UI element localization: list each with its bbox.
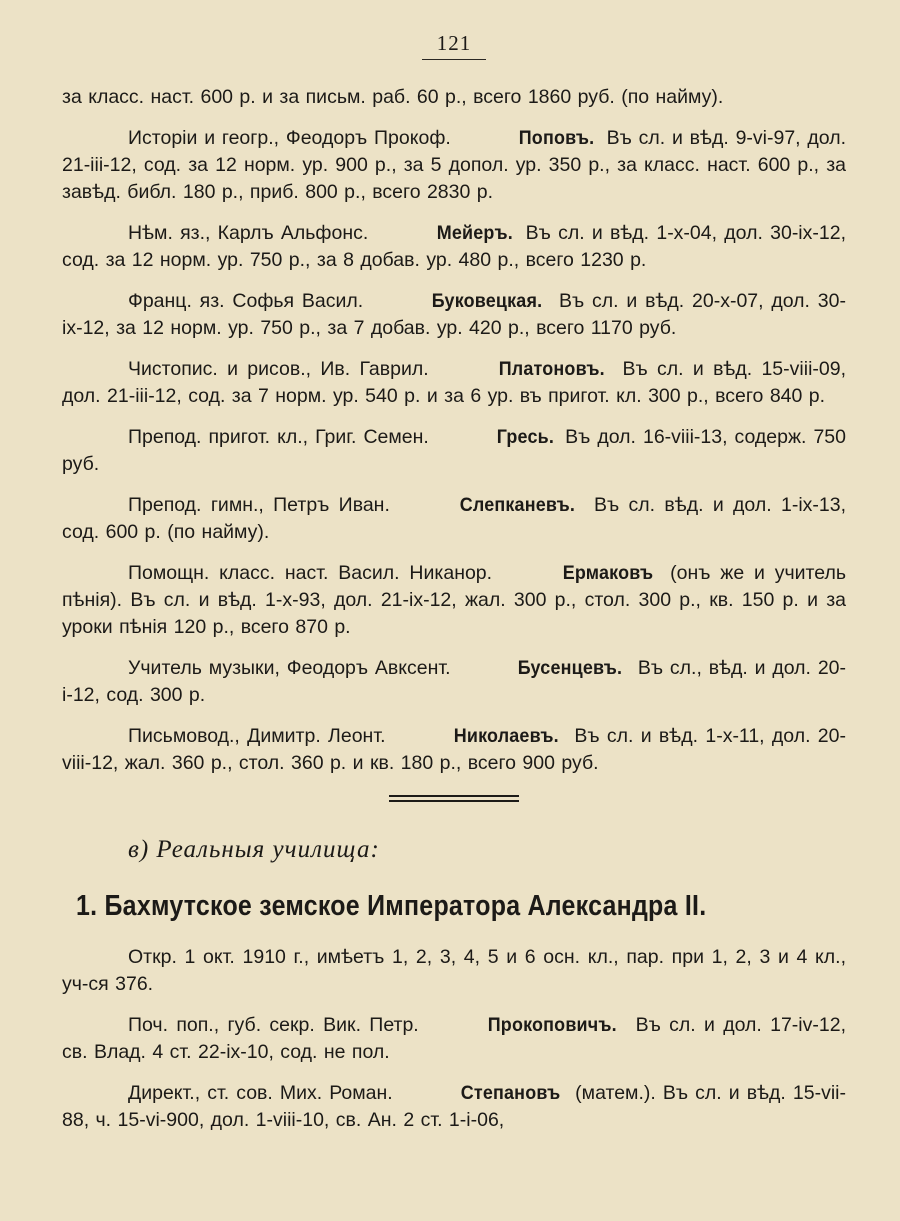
entry-details: Въ сл. и вѣд. 1-x-04, дол. 30-ix-12, сод. за 12 норм. ур. 750 р., за 8 добав. ур. 480 р., всего 1230 р.	[62, 222, 846, 271]
entry-position: Директ., ст. сов. Мих. Роман.	[128, 1082, 400, 1104]
paragraph-text: Откр. 1 окт. 1910 г., имѣетъ 1, 2, 3, 4, 5 и 6 осн. кл., пар. при 1, 2, 3 и 4 кл., уч-ся 376.	[62, 946, 846, 995]
staff-entry-gym-teacher	[62, 492, 846, 546]
school-info-paragraph	[62, 944, 846, 998]
entry-details: Въ сл., вѣд. и дол. 20-i-12, сод. 300 р.	[62, 657, 847, 706]
entry-details: Въ сл. и вѣд. 20-x-07, дол. 30-ix-12, за 12 норм. ур. 750 р., за 7 добав. ур. 420 р., всего 1170 руб.	[62, 290, 846, 339]
entry-details: (матем.). Въ сл. и вѣд. 15-vii-88, ч. 15-vi-900, дол. 1-viii-10, св. Ан. 2 ст. 1-i-06,	[62, 1082, 846, 1131]
entry-position: Исторiи и геогр., Феодоръ Прокоф.	[128, 127, 458, 149]
double-rule-divider	[389, 795, 519, 802]
entry-surname: Николаевъ.	[453, 725, 559, 747]
staff-entry-clerk	[62, 723, 846, 777]
entry-position: Учитель музыки, Феодоръ Авксент.	[128, 657, 458, 679]
entry-surname: Буковецкая.	[431, 290, 543, 312]
divider-line-bottom	[389, 800, 519, 802]
entry-details: Въ сл. и вѣд. 1-x-11, дол. 20-viii-12, жал. 360 р., стол. 360 р. и кв. 180 р., всего 900 руб.	[62, 725, 846, 774]
entry-position: Препод. пригот. кл., Григ. Семен.	[128, 426, 436, 448]
entry-surname: Мейеръ.	[436, 222, 513, 244]
page-number-underline	[422, 59, 486, 60]
entry-surname: Бусенцевъ.	[518, 657, 623, 679]
entry-position: Поч. поп., губ. секр. Вик. Петр.	[128, 1014, 428, 1036]
entry-surname: Степановъ	[460, 1082, 561, 1104]
page-number: 121	[436, 31, 472, 55]
staff-entry-assistant-teacher	[62, 560, 846, 641]
entry-surname: Поповъ.	[518, 127, 594, 149]
entry-details: Въ сл. и дол. 17-iv-12, св. Влад. 4 ст. 22-ix-10, сод. не пол.	[62, 1014, 846, 1063]
staff-entry-prep-teacher	[62, 424, 846, 478]
staff-entry-honorary-trustee	[62, 1012, 846, 1066]
staff-entry-german-teacher	[62, 220, 846, 274]
staff-entry-drawing-teacher	[62, 356, 846, 410]
paragraph-text: за класс. наст. 600 р. и за письм. раб. 60 р., всего 1860 руб. (по найму).	[62, 86, 724, 108]
staff-list-top	[62, 84, 846, 777]
section-heading: в) Реальныя училища:	[128, 836, 380, 863]
entry-position: Помощн. класс. наст. Васил. Никанор.	[128, 562, 502, 584]
document-page	[62, 28, 846, 1148]
entry-position: Нѣм. яз., Карлъ Альфонс.	[128, 222, 376, 244]
entry-position: Чистопис. и рисов., Ив. Гаврил.	[128, 358, 438, 380]
entry-surname: Платоновъ.	[498, 358, 605, 380]
staff-list-bottom	[62, 944, 846, 1134]
paragraph-continuation	[62, 84, 846, 111]
staff-entry-french-teacher	[62, 288, 846, 342]
entry-details: (онъ же и учитель пѣнiя). Въ сл. и вѣд. 1-x-93, дол. 21-ix-12, жал. 300 р., стол. 300 р., кв. 150 р. и за уроки пѣнiя 120 р., всего 870 р.	[62, 562, 846, 638]
staff-entry-director	[62, 1080, 846, 1134]
entry-details: Въ сл. вѣд. и дол. 1-ix-13, сод. 600 р. (по найму).	[62, 494, 847, 543]
entry-surname: Слепканевъ.	[459, 494, 576, 516]
entry-position: Препод. гимн., Петръ Иван.	[128, 494, 400, 516]
entry-position: Франц. яз. Софья Васил.	[128, 290, 372, 312]
entry-details: Въ сл. и вѣд. 15-viii-09, дол. 21-iii-12, сод. за 7 норм. ур. 540 р. и за 6 ур. въ пригот. кл. 300 р., всего 840 р.	[62, 358, 846, 407]
entry-details: Въ сл. и вѣд. 9-vi-97, дол. 21-iii-12, сод. за 12 норм. ур. 900 р., за 5 допол. ур. 350 р., за класс. наст. 600 р., за завѣд. библ. 180 р., приб. 800 р., всего 2830 р.	[62, 127, 846, 203]
staff-entry-history-teacher	[62, 125, 846, 206]
entry-surname: Ермаковъ	[562, 562, 654, 584]
divider-line-top	[389, 795, 519, 797]
entry-surname: Гресь.	[496, 426, 554, 448]
staff-entry-music-teacher	[62, 655, 846, 709]
entry-surname: Прокоповичъ.	[487, 1014, 617, 1036]
entry-position: Письмовод., Димитр. Леонт.	[128, 725, 393, 747]
entry-details: Въ дол. 16-viii-13, содерж. 750 руб.	[62, 426, 846, 475]
school-title: 1. Бахмутское земское Императора Александра II.	[76, 890, 707, 922]
